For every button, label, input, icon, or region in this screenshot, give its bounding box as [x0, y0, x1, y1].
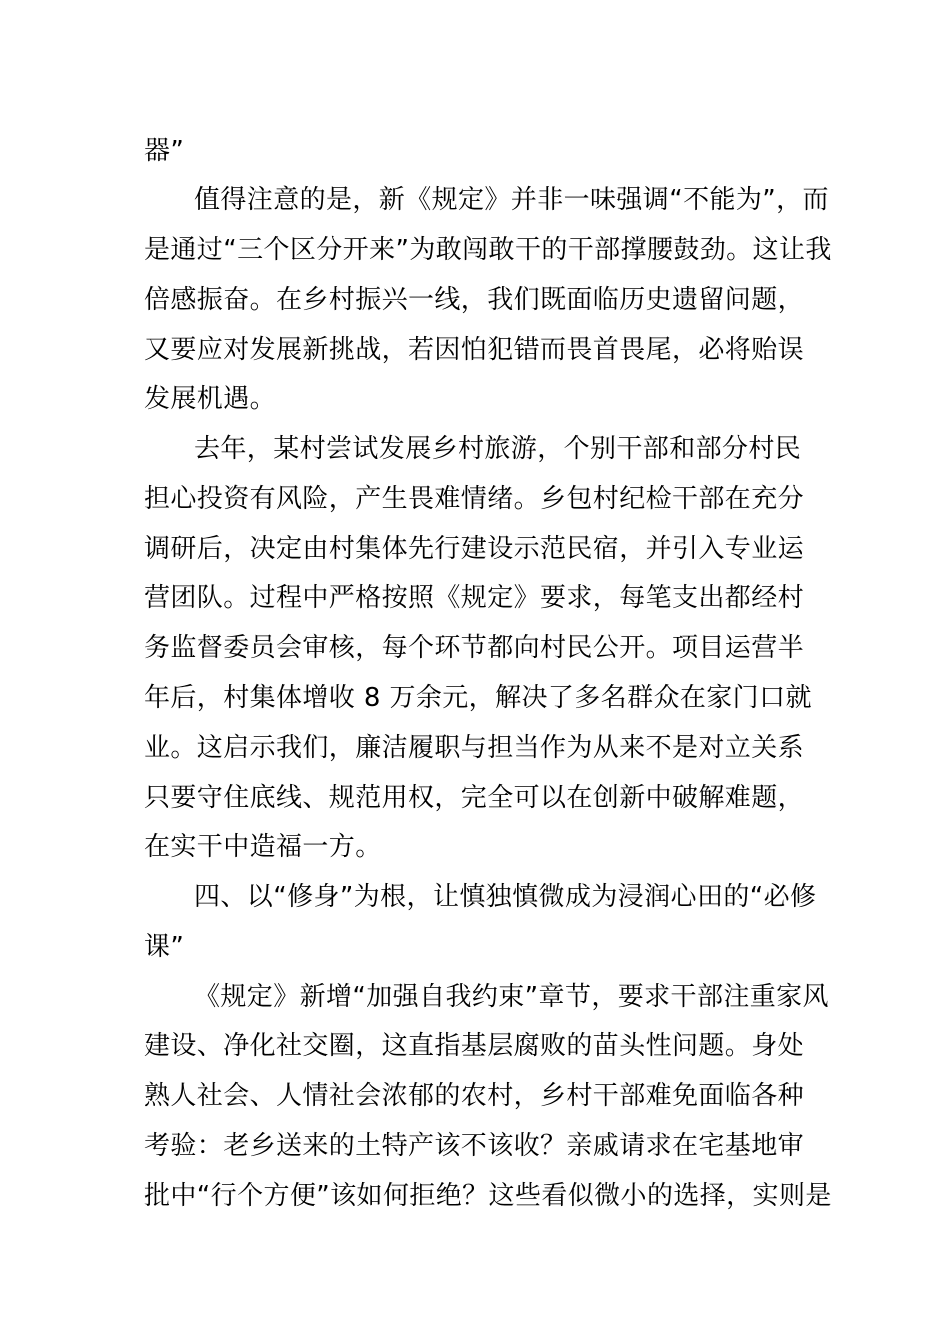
paragraph-first-line: 去年，某村尝试发展乡村旅游，个别干部和部分村民 — [194, 434, 802, 464]
section-heading-continued: 课” — [144, 932, 185, 962]
text-line: 批中“行个方便”该如何拒绝？这些看似微小的选择，实则是 — [144, 1181, 832, 1211]
text-line: 建设、净化社交圈，这直指基层腐败的苗头性问题。身处 — [144, 1031, 805, 1061]
text-line: 务监督委员会审核，每个环节都向村民公开。项目运营半 — [144, 633, 805, 663]
text-line: 考验：老乡送来的土特产该不该收？亲戚请求在宅基地审 — [144, 1131, 805, 1161]
text-line: 担心投资有风险，产生畏难情绪。乡包村纪检干部在充分 — [144, 484, 805, 514]
text-line: 调研后，决定由村集体先行建设示范民宿，并引入专业运 — [144, 534, 805, 564]
text-line: 倍感振奋。在乡村振兴一线，我们既面临历史遗留问题， — [144, 285, 805, 315]
text-line: 只要守住底线、规范用权，完全可以在创新中破解难题， — [144, 783, 805, 813]
text-line: 在实干中造福一方。 — [144, 832, 382, 862]
text-line: 器” — [144, 136, 185, 166]
paragraph-first-line: 《规定》新增“加强自我约束”章节，要求干部注重家风 — [194, 982, 829, 1012]
text-line: 业。这启示我们，廉洁履职与担当作为从来不是对立关系 — [144, 733, 805, 763]
text-line: 又要应对发展新挑战，若因怕犯错而畏首畏尾，必将贻误 — [144, 335, 805, 365]
text-line: 是通过“三个区分开来”为敢闯敢干的干部撑腰鼓劲。这让我 — [144, 235, 832, 265]
text-line: 发展机遇。 — [144, 384, 277, 414]
section-heading: 四、以“修身”为根，让慎独慎微成为浸润心田的“必修 — [194, 882, 817, 912]
text-line: 营团队。过程中严格按照《规定》要求，每笔支出都经村 — [144, 583, 805, 613]
text-line: 年后，村集体增收 8 万余元，解决了多名群众在家门口就 — [144, 683, 812, 713]
paragraph-first-line: 值得注意的是，新《规定》并非一味强调“不能为”，而 — [194, 185, 829, 215]
text-line: 熟人社会、人情社会浓郁的农村，乡村干部难免面临各种 — [144, 1081, 805, 1111]
